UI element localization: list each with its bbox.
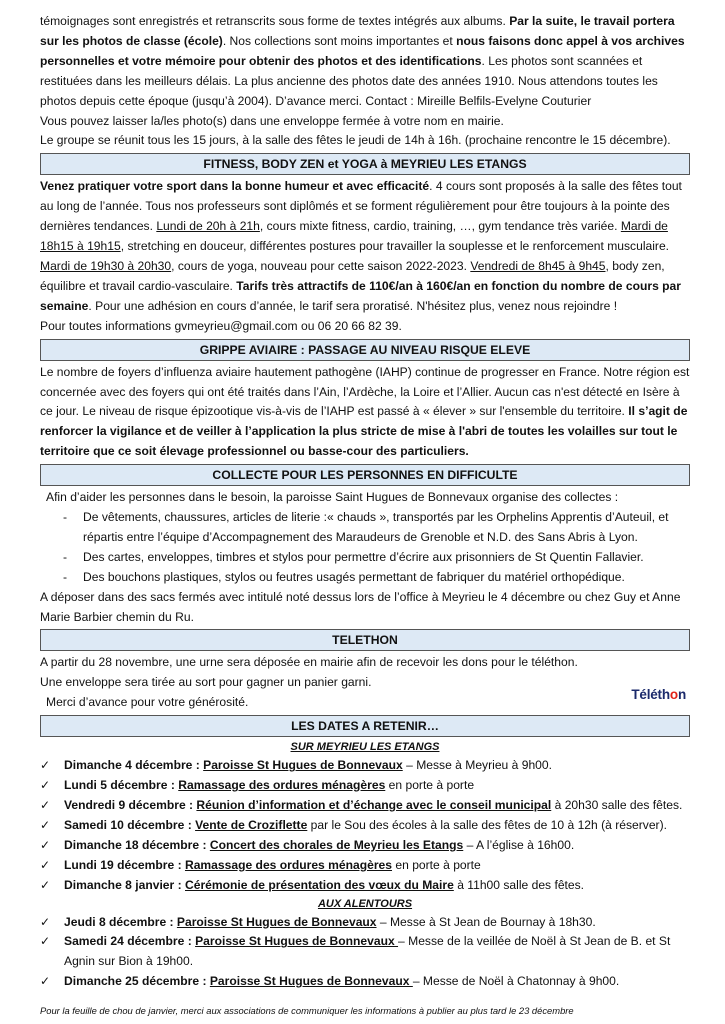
intro-text: . Les photos sont scannées et restituées dans les meilleurs délais. La plus ancienne des photos date des années 1910. Nous attendons toutes les photos depuis cette époque (jusqu’à 2004). D’avance merci. Contact : Mireille Belfils-Evelyne Couturier	[40, 53, 658, 108]
telethon-line: Une enveloppe sera tirée au sort pour gagner un panier garni.	[40, 675, 372, 690]
intro-photo-note: Vous pouvez laisser la/les photo(s) dans une enveloppe fermée à votre nom en mairie.	[40, 113, 504, 128]
fitness-text: , cours de yoga, nouveau pour cette saison 2022-2023.	[171, 258, 471, 273]
grippe-bold: Il s’agit de renforcer la vigilance et de veiller à l’application la plus stricte de mise à l'abri de toutes les volailles sur tout le territoire que ce soit élevage professionnel ou basse-cour des particuliers.	[40, 404, 688, 459]
intro-bold: Par la suite, le travail portera sur les photos de classe (école)	[40, 14, 675, 48]
date-event: Cérémonie de présentation des vœux du Maire	[185, 877, 454, 892]
list-item: - De vêtements, chaussures, articles de literie :« chauds », transportés par les Orphelins Apprentis d’Auteuil, et répartis entre l’équipe d’Accompagnement des Maraudeurs de Grenoble et N.D. des Sans Abris à Lyon.	[83, 508, 690, 548]
fitness-schedule: Mardi de 18h15 à 19h15	[40, 219, 668, 254]
fitness-text: , stretching en douceur, différentes postures pour travailler la souplesse et le renforcement musculaire.	[120, 239, 670, 254]
collecte-intro: Afin d’aider les personnes dans le besoin, la paroisse Saint Hugues de Bonnevaux organise des collectes :	[46, 490, 619, 505]
intro-meeting-note: Le groupe se réunit tous les 15 jours, à la salle des fêtes le jeudi de 14h à 16h. (prochaine rencontre le 15 décembre).	[40, 133, 671, 148]
subheading-text: SUR MEYRIEU LES ETANGS	[290, 741, 440, 754]
date-day: Lundi 5 décembre :	[64, 778, 179, 793]
date-event: Ramassage des ordures ménagères	[184, 857, 393, 872]
dates-alentours-list	[40, 913, 690, 993]
collecte-list	[40, 508, 690, 588]
telethon-logo-heart: o	[669, 687, 678, 703]
date-event: Vente de Croziflette	[195, 817, 308, 832]
fitness-text: , cours mixte fitness, cardio, training, …, gym tendance très variée.	[259, 219, 621, 234]
date-details: en porte à porte	[385, 778, 475, 793]
intro-text: témoignages sont enregistrés et retranscrits sous forme de textes intégrés aux albums.	[40, 14, 510, 28]
telethon-block	[40, 653, 690, 713]
date-item	[64, 876, 690, 896]
date-event: Ramassage des ordures ménagères	[178, 778, 386, 793]
footer-note: Pour la feuille de chou de janvier, merci aux associations de communiquer les informations à publier au plus tard le 23 décembre	[40, 1005, 574, 1017]
grippe-paragraph	[40, 363, 690, 463]
date-event: Paroisse St Hugues de Bonnevaux	[209, 974, 413, 989]
list-item: - Des bouchons plastiques, stylos ou feutres usagés permettant de fabriquer du matériel orthopédique.	[83, 568, 690, 588]
fitness-contact: Pour toutes informations gvmeyrieu@gmail.com ou 06 20 66 82 39.	[40, 318, 402, 333]
telethon-line: Merci d’avance pour votre générosité.	[46, 695, 249, 710]
date-event: Paroisse St Hugues de Bonnevaux	[195, 934, 399, 949]
date-details: – A l’église à 16h00.	[463, 837, 575, 852]
date-details: par le Sou des écoles à la salle des fêtes de 10 à 12h (à réserver).	[307, 817, 667, 832]
date-day: Lundi 19 décembre :	[64, 857, 185, 872]
date-item	[64, 856, 690, 876]
fitness-paragraph	[40, 177, 690, 316]
date-item	[64, 776, 690, 796]
subheading-meyrieu	[40, 739, 690, 756]
grippe-text: Le nombre de foyers d’influenza aviaire hautement pathogène (IAHP) continue de progresser en France. Notre région est concernée avec des foyers qui ont été traités dans l’Ain, l’Ardèche, la Loire et l’Allier. Aucun cas n'est détecté en Isère à ce jour. Le niveau de risque épizootique vis-à-vis de l’IAHP est passé à « élever » sur l'ensemble du territoire.	[40, 364, 690, 419]
date-item	[64, 972, 690, 992]
date-day: Samedi 10 décembre :	[64, 817, 196, 832]
section-header-fitness: FITNESS, BODY ZEN et YOGA à MEYRIEU LES ETANGS	[40, 153, 690, 175]
telethon-line: A partir du 28 novembre, une urne sera déposée en mairie afin de recevoir les dons pour le téléthon.	[40, 655, 578, 670]
section-header-grippe: GRIPPE AVIAIRE : PASSAGE AU NIVEAU RISQUE ELEVE	[40, 339, 690, 361]
bulletin-page	[40, 12, 690, 1018]
date-item	[64, 932, 690, 972]
telethon-logo-text: Téléth	[631, 687, 670, 703]
date-day: Dimanche 18 décembre :	[64, 837, 210, 852]
date-item	[64, 796, 690, 816]
date-item	[64, 913, 690, 933]
subheading-text: AUX ALENTOURS	[317, 897, 413, 910]
section-header-dates: LES DATES A RETENIR…	[40, 715, 690, 737]
date-day: Dimanche 4 décembre :	[64, 758, 204, 773]
date-day: Jeudi 8 décembre :	[64, 914, 177, 929]
date-event: Réunion d’information et d’échange avec le conseil municipal	[196, 798, 552, 812]
date-details: en porte à porte	[392, 857, 481, 872]
date-day: Samedi 24 décembre :	[64, 934, 196, 949]
fitness-bold: Venez pratiquer votre sport dans la bonne humeur et avec efficacité	[40, 179, 430, 194]
date-item	[64, 816, 690, 836]
date-item	[64, 756, 690, 776]
fitness-schedule: Mardi de 19h30 à 20h30	[40, 258, 172, 273]
intro-text: . Nos collections sont moins importantes et	[222, 33, 457, 48]
telethon-logo	[631, 685, 686, 705]
date-item	[64, 836, 690, 856]
fitness-bold: Tarifs très attractifs de 110€/an à 160€/an en fonction du nombre de cours par semaine	[40, 278, 681, 313]
date-event: Paroisse St Hugues de Bonnevaux	[203, 758, 403, 773]
intro-bold: nous faisons donc appel à vos archives personnelles et votre mémoire pour obtenir des photos et des identifications	[40, 33, 685, 68]
date-day: Dimanche 8 janvier :	[64, 877, 185, 892]
section-header-telethon: TELETHON	[40, 629, 690, 651]
intro-paragraph	[40, 12, 690, 112]
date-details: – Messe à St Jean de Bournay à 18h30.	[376, 914, 596, 929]
date-details: – Messe à Meyrieu à 9h00.	[402, 758, 552, 773]
date-details: à 20h30 salle des fêtes.	[551, 798, 683, 812]
date-details: – Messe de Noël à Chatonnay à 9h00.	[412, 974, 620, 989]
date-event: Paroisse St Hugues de Bonnevaux	[176, 914, 377, 929]
date-details: – Messe de la veillée de Noël à St Jean de B. et St Agnin sur Bion à 19h00.	[64, 934, 671, 969]
date-day: Vendredi 9 décembre :	[64, 798, 197, 812]
collecte-outro: A déposer dans des sacs fermés avec intitulé noté dessus lors de l’office à Meyrieu le 4 décembre ou chez Guy et Anne Marie Barbier chemin du Ru.	[40, 589, 681, 624]
dates-meyrieu-list	[40, 756, 690, 895]
fitness-schedule: Lundi de 20h à 21h	[156, 219, 260, 234]
date-event: Concert des chorales de Meyrieu les Etangs	[209, 837, 464, 852]
telethon-logo-text: n	[677, 687, 686, 703]
section-header-collecte: COLLECTE POUR LES PERSONNES EN DIFFICULTE	[40, 464, 690, 486]
date-day: Dimanche 25 décembre :	[64, 974, 210, 989]
list-item: - Des cartes, enveloppes, timbres et stylos pour permettre d’écrire aux prisonniers de St Quentin Fallavier.	[83, 548, 690, 568]
date-details: à 11h00 salle des fêtes.	[453, 877, 585, 892]
subheading-alentours	[40, 896, 690, 913]
fitness-text: , body zen, équilibre et travail cardio-vasculaire.	[40, 258, 665, 293]
fitness-text: . 4 cours sont proposés à la salle des fêtes tout au long de l’année. Tous nos professeurs sont diplômés et se forment régulièrement pour être toujours à la pointe des dernières tendances.	[40, 179, 682, 234]
fitness-text: . Pour une adhésion en cours d’année, le tarif sera proratisé. N'hésitez plus, venez nous rejoindre !	[88, 298, 618, 313]
fitness-schedule: Vendredi de 8h45 à 9h45	[470, 258, 606, 273]
